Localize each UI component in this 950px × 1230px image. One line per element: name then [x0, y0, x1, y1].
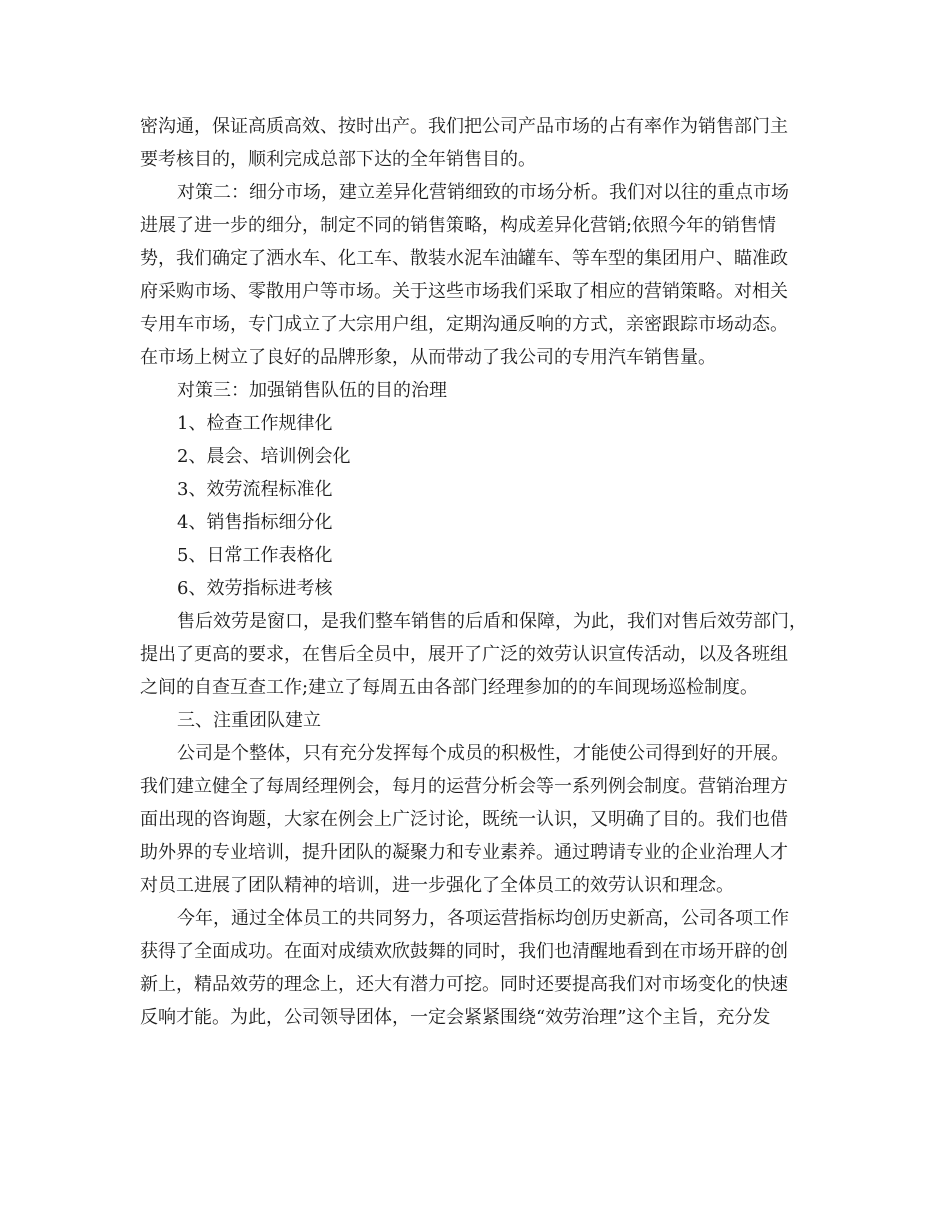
text-line: 售后效劳是窗口，是我们整车销售的后盾和保障，为此，我们对售后效劳部门， [177, 611, 807, 632]
text-line: 对员工进展了团队精神的培训，进一步强化了全体员工的效劳认识和理念。 [140, 875, 734, 896]
text-line: 要考核目的，顺利完成总部下达的全年销售目的。 [140, 149, 536, 170]
text-line: 新上，精品效劳的理念上，还大有潜力可挖。同时还要提高我们对市场变化的快速 [140, 974, 788, 995]
text-line: 3、效劳流程标准化 [177, 479, 333, 500]
text-line: 密沟通，保证高质高效、按时出产。我们把公司产品市场的占有率作为销售部门主 [140, 116, 788, 137]
text-line: 之间的自查互查工作;建立了每周五由各部门经理参加的的车间现场巡检制度。 [140, 677, 759, 698]
text-line: 2、晨会、培训例会化 [177, 446, 351, 467]
text-line: 今年，通过全体员工的共同努力，各项运营指标均创历史新高，公司各项工作 [177, 908, 789, 929]
text-line: 在市场上树立了良好的品牌形象，从而带动了我公司的专用汽车销售量。 [140, 347, 716, 368]
text-line: 我们建立健全了每周经理例会，每月的运营分析会等一系列例会制度。营销治理方 [140, 776, 788, 797]
text-line: 助外界的专业培训，提升团队的凝聚力和专业素养。通过聘请专业的企业治理人才 [140, 842, 788, 863]
text-line: 专用车市场，专门成立了大宗用户组，定期沟通反响的方式，亲密跟踪市场动态。 [140, 314, 788, 335]
text-line: 反响才能。为此，公司领导团体，一定会紧紧围绕“效劳治理”这个主旨，充分发 [140, 1007, 771, 1028]
text-line: 6、效劳指标进考核 [177, 578, 333, 599]
text-line: 获得了全面成功。在面对成绩欢欣鼓舞的同时，我们也清醒地看到在市场开辟的创 [140, 941, 788, 962]
text-line: 三、注重团队建立 [177, 710, 321, 731]
text-line: 对策三：加强销售队伍的目的治理 [177, 380, 447, 401]
text-line: 5、日常工作表格化 [177, 545, 333, 566]
document-body [140, 110, 820, 1034]
text-line: 势，我们确定了洒水车、化工车、散装水泥车油罐车、等车型的集团用户、瞄准政 [140, 248, 788, 269]
text-line: 进展了进一步的细分，制定不同的销售策略，构成差异化营销;依照今年的销售情 [140, 215, 777, 236]
text-line: 提出了更高的要求，在售后全员中，展开了广泛的效劳认识宣传活动，以及各班组 [140, 644, 788, 665]
text-line: 4、销售指标细分化 [177, 512, 333, 533]
text-line: 面出现的咨询题，大家在例会上广泛讨论，既统一认识，又明确了目的。我们也借 [140, 809, 788, 830]
text-line: 对策二：细分市场，建立差异化营销细致的市场分析。我们对以往的重点市场 [177, 182, 789, 203]
text-line: 1、检查工作规律化 [177, 413, 333, 434]
text-line: 公司是个整体，只有充分发挥每个成员的积极性，才能使公司得到好的开展。 [177, 743, 789, 764]
text-line: 府采购市场、零散用户等市场。关于这些市场我们采取了相应的营销策略。对相关 [140, 281, 788, 302]
